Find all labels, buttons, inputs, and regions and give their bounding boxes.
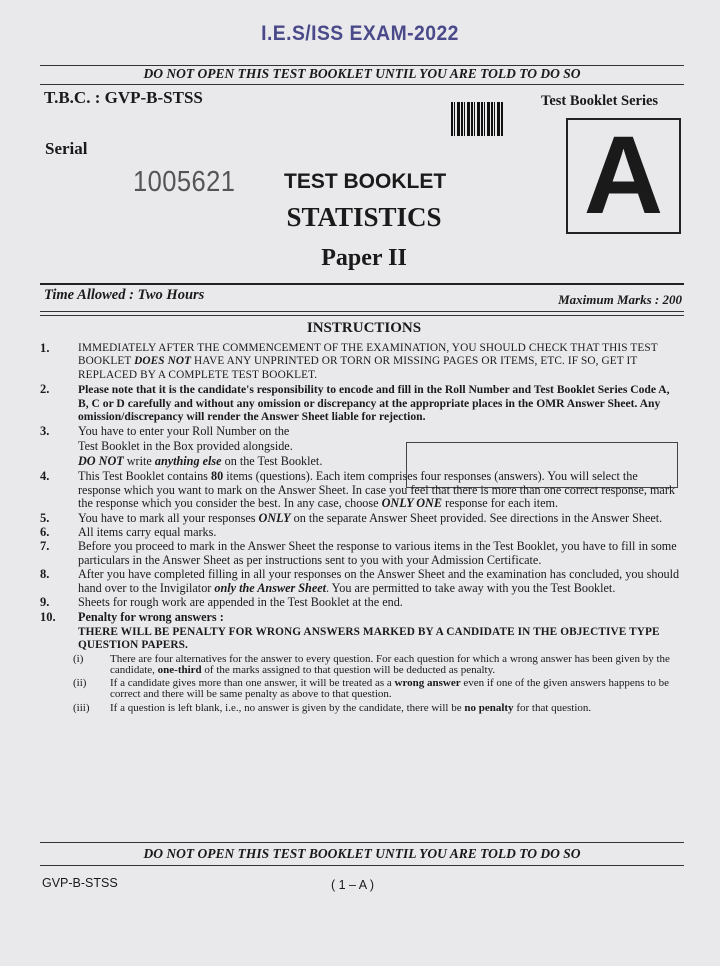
series-label: Test Booklet Series: [541, 93, 659, 109]
item-number: 5.: [40, 510, 50, 525]
instruction-item: [40, 383, 682, 423]
sub-emphasis: wrong answer: [394, 677, 461, 690]
item-text: All items carry equal marks.: [78, 525, 217, 540]
item-text: Please note that it is the candidate's responsibility to encode and fill in the Roll Number and Test Booklet Series Code A, B, C or D carefully and without any omission or discrepancy at the appropriate places in the OMR Answer Sheet. Any omission/discrepancy will render the Answer Sheet liable for rejection.: [78, 383, 670, 424]
top-warning: DO NOT OPEN THIS TEST BOOKLET UNTIL YOU ARE TOLD TO DO SO: [143, 66, 581, 81]
sub-text: for that question.: [513, 701, 592, 714]
item-text: After you have completed filling in all your responses on the Answer Sheet and the examination has concluded, you should hand over to the Invigilator: [78, 567, 680, 595]
max-marks: Maximum Marks : 200: [558, 292, 682, 307]
penalty-caps: THERE WILL BE PENALTY FOR WRONG ANSWERS MARKED BY A CANDIDATE IN THE OBJECTIVE TYPE QUESTION PAPERS.: [78, 625, 660, 652]
sub-emphasis: no penalty: [464, 701, 514, 714]
item-text: on the Test Booklet.: [221, 454, 323, 469]
penalty-sub-item: [40, 703, 682, 714]
serial-number: 1005621: [133, 166, 236, 198]
bottom-warning: DO NOT OPEN THIS TEST BOOKLET UNTIL YOU ARE TOLD TO DO SO: [143, 846, 581, 861]
item-text: write: [123, 454, 155, 469]
tbc-code: T.B.C. : GVP-B-STSS: [44, 88, 203, 107]
bottom-rule: [40, 842, 684, 843]
instruction-item: [40, 512, 682, 525]
serial-label: Serial: [45, 139, 88, 158]
page-number: ( 1 – A ): [331, 878, 375, 892]
sub-number: (ii): [73, 677, 87, 690]
item-number: 6.: [40, 525, 50, 540]
item-emphasis: only the Answer Sheet: [214, 580, 327, 595]
item-number: 9.: [40, 595, 50, 610]
item-emphasis: DOES NOT: [134, 355, 192, 368]
instruction-item: [40, 540, 682, 567]
sub-emphasis: one-third: [157, 663, 202, 676]
penalty-sub-item: [40, 678, 682, 700]
item-number: 4.: [40, 469, 50, 484]
sub-text: If a question is left blank, i.e., no answer is given by the candidate, there will be: [110, 701, 465, 714]
instruction-item: [40, 424, 378, 469]
item-text: You have to enter your Roll Number on the: [78, 424, 290, 439]
sub-number: (iii): [73, 701, 90, 714]
sub-text: of the marks assigned to that question will be deducted as penalty.: [201, 663, 496, 676]
instruction-item: [40, 611, 682, 653]
item-text: Sheets for rough work are appended in the Test Booklet at the end.: [78, 595, 403, 610]
item-text: items (questions). Each item comprises four responses (answers). You will select the response which you want to mark on the Answer Sheet. In case you feel that there is more than one correct response, mark the response which you consider the best. In any case, choose: [78, 469, 675, 511]
item-text: You have to mark all your responses: [78, 510, 259, 525]
top-rule-2: [40, 84, 684, 85]
item-text: Test Booklet in the Box provided alongside.: [78, 439, 293, 454]
item-number: 8.: [40, 567, 50, 582]
item-emphasis: ONLY ONE: [381, 496, 442, 511]
sub-text: There are four alternatives for the answer to every question. For each question for which a wrong answer has been given by the candidate,: [110, 652, 670, 676]
item-emphasis: 80: [210, 469, 224, 484]
time-rule-bottom-2: [40, 315, 684, 316]
item-text: Before you proceed to mark in the Answer Sheet the response to various items in the Test Booklet, you have to fill in some particulars in the Answer Sheet as per instructions sent to you with your Admission Certificate.: [78, 539, 677, 567]
instruction-item: [40, 526, 682, 539]
item-number: 1.: [40, 341, 50, 355]
instruction-item: [40, 596, 682, 609]
time-rule-top: [40, 283, 684, 285]
item-text: IMMEDIATELY AFTER THE COMMENCEMENT OF THE EXAMINATION, YOU SHOULD CHECK THAT THIS TEST BOOKLET: [78, 342, 658, 368]
bottom-rule-2: [40, 865, 684, 866]
item-emphasis: DO NOT: [78, 454, 124, 469]
item-emphasis: ONLY: [258, 510, 291, 525]
time-allowed: Time Allowed : Two Hours: [44, 287, 205, 303]
item-number: 10.: [40, 609, 56, 624]
sub-text: even if one of the given answers happens to be correct and there will be same penalty as above to that question.: [110, 677, 669, 701]
instruction-item: [40, 342, 682, 382]
item-number: 3.: [40, 424, 50, 439]
sub-text: If a candidate gives more than one answer, it will be treated as a: [110, 677, 395, 690]
paper-title: Paper II: [321, 245, 407, 271]
instruction-list: [40, 342, 682, 716]
item-text: response for each item.: [441, 496, 559, 511]
instructions-heading: INSTRUCTIONS: [306, 320, 422, 336]
time-rule-bottom: [40, 311, 684, 312]
series-letter: A: [583, 114, 664, 237]
item-number: 2.: [40, 382, 50, 397]
item-text: This Test Booklet contains: [78, 469, 211, 484]
item-emphasis: anything else: [154, 454, 222, 469]
barcode: [451, 102, 503, 136]
sub-number: (i): [73, 652, 84, 665]
footer-code: GVP-B-STSS: [42, 876, 118, 890]
penalty-title: Penalty for wrong answers :: [78, 609, 224, 624]
item-text: . You are permitted to take away with you the Test Booklet.: [326, 580, 616, 595]
item-text: HAVE ANY UNPRINTED OR TORN OR MISSING PAGES OR ITEMS, ETC. IF SO, GET IT REPLACED BY A COMPLETE TEST BOOKLET.: [78, 355, 638, 381]
item-text: on the separate Answer Sheet provided. See directions in the Answer Sheet.: [290, 510, 663, 525]
booklet-title: TEST BOOKLET: [284, 170, 447, 193]
instruction-item: [40, 568, 682, 595]
penalty-sub-item: [40, 654, 682, 676]
exam-stamp: I.E.S/ISS EXAM-2022: [261, 22, 459, 45]
instruction-item: [40, 470, 682, 510]
subject-title: STATISTICS: [286, 202, 442, 232]
item-number: 7.: [40, 539, 50, 554]
